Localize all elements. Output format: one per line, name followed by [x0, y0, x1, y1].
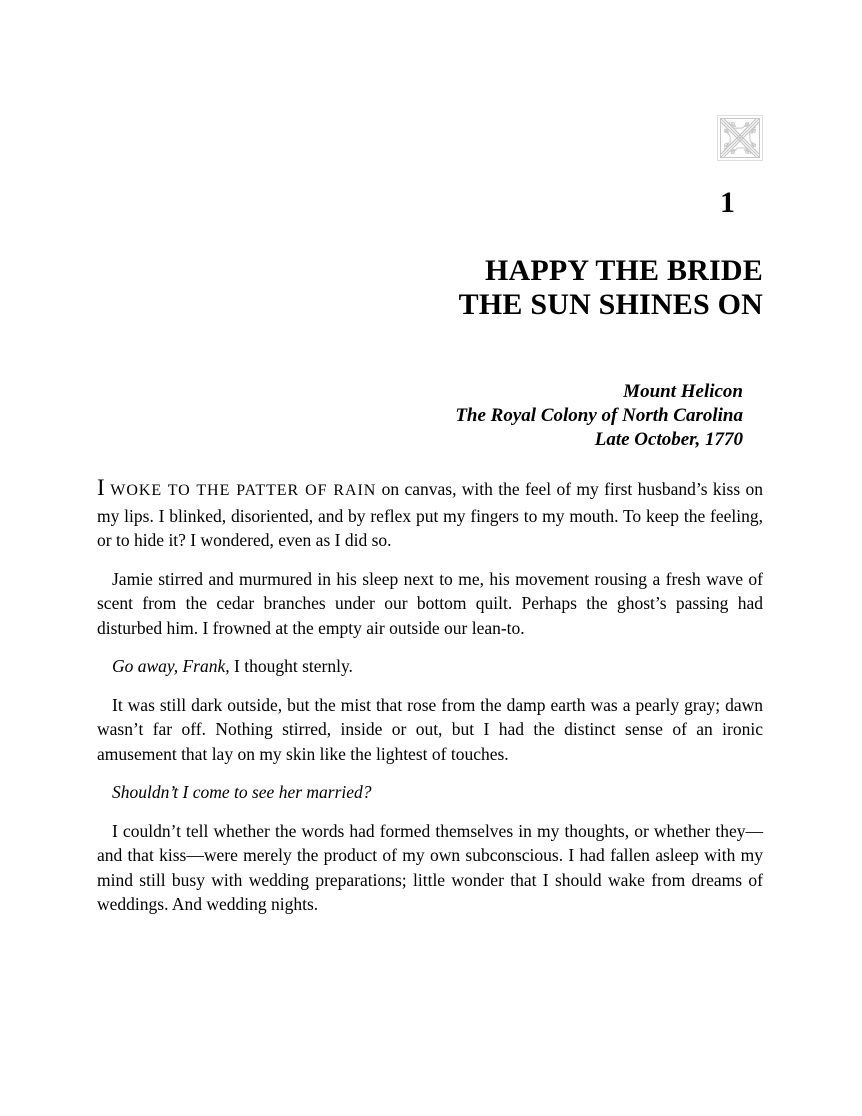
ornament-row	[97, 115, 763, 161]
paragraph	[97, 693, 763, 767]
text-segment: I	[97, 475, 105, 500]
chapter-title-line-1: HAPPY THE BRIDE	[484, 254, 763, 287]
text-segment: Jamie stirred and murmured in his sleep next to me, his movement rousing a fresh wave of scent from the cedar branches under our bottom quilt. Perhaps the ghost’s passing had disturbed him. I frowned at the empty air outside our lean-to.	[97, 568, 763, 638]
celtic-knot-ornament-icon	[717, 115, 763, 161]
paragraph	[97, 476, 763, 553]
paragraph	[97, 819, 763, 917]
text-segment: I thought sternly.	[229, 656, 353, 676]
dateline	[97, 380, 763, 452]
page-body	[97, 476, 763, 917]
text-segment: I couldn’t tell whether the words had formed themselves in my thoughts, or whether they—and that kiss—were merely the product of my own subconscious. I had fallen asleep with my mind still busy with wedding preparations; little wonder that I should wake from dreams of weddings. And wedding nights.	[97, 820, 763, 914]
text-segment: It was still dark outside, but the mist that rose from the damp earth was a pearly gray; dawn wasn’t far off. Nothing stirred, inside or out, but I had the distinct sense of an ironic amusement that lay on my skin like the lightest of touches.	[97, 694, 763, 764]
dateline-place: Mount Helicon	[623, 381, 743, 402]
text-segment: Go away, Frank,	[112, 656, 230, 676]
paragraph	[97, 654, 763, 679]
chapter-number: 1	[720, 186, 735, 219]
chapter-title-line-2: THE SUN SHINES ON	[458, 288, 763, 321]
dateline-date: Late October, 1770	[594, 429, 743, 450]
text-segment: WOKE TO THE PATTER OF RAIN	[104, 482, 377, 499]
text-segment: on canvas, with the feel of my first husband’s kiss on my lips. I blinked, disoriented, and by reflex put my fingers to my mouth. To keep the feeling, or to hide it? I wondered, even as I did so.	[97, 479, 763, 550]
text-segment: Shouldn’t I come to see her married?	[112, 782, 372, 802]
paragraph	[97, 567, 763, 641]
chapter-title	[97, 254, 763, 322]
paragraph	[97, 780, 763, 805]
book-page	[0, 115, 862, 1116]
dateline-region: The Royal Colony of North Carolina	[455, 405, 743, 426]
